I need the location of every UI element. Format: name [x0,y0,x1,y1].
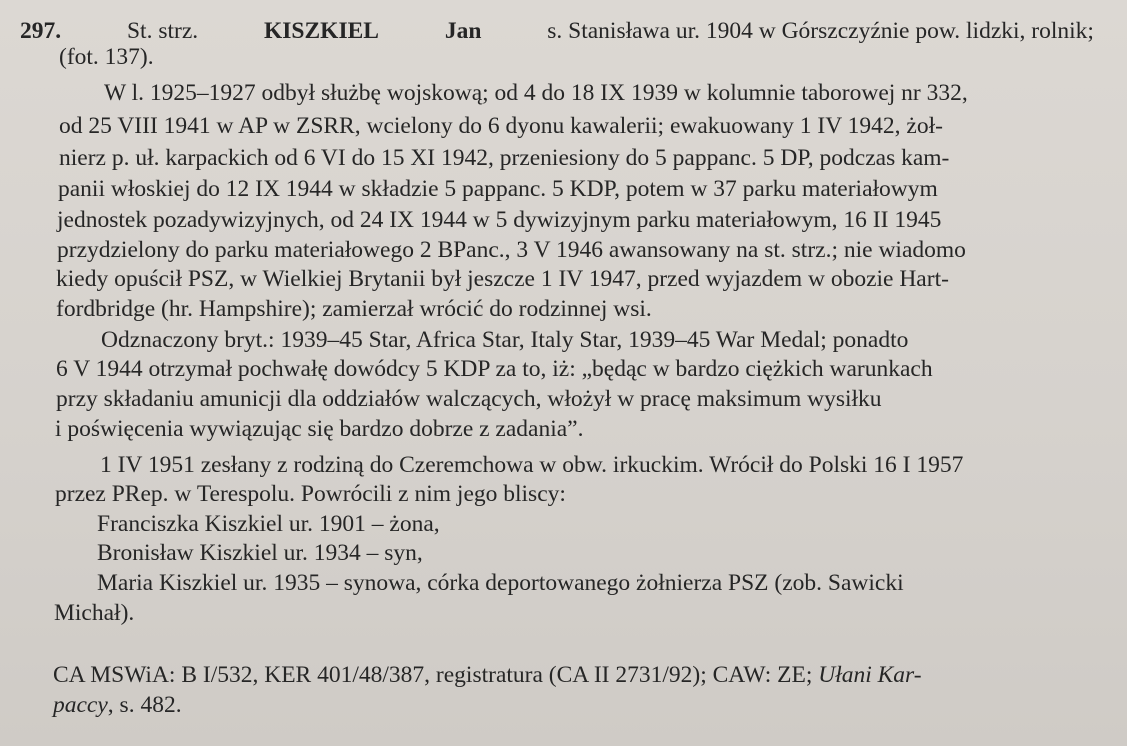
sources-page: , s. 482. [107,692,182,718]
service-line-6: przydzielony do parku materiałowego 2 BPanc., 3 V 1946 awansowany na st. strz.; nie wiadomo [57,237,966,263]
sources-archives: CA MSWiA: B I/532, KER 401/48/387, registratura (CA II 2731/92); CAW: ZE; [53,662,813,688]
awards-line-2: 6 V 1944 otrzymał pochwałę dowódcy 5 KDP za to, iż: „będąc w bardzo ciężkich warunkach [56,356,933,382]
entry-number: 297. [20,18,62,44]
exile-line-1: 1 IV 1951 zesłany z rodziną do Czeremchowa w obw. irkuckim. Wrócił do Polski 16 I 1957 [100,452,964,478]
exile-line-2: przez PRep. w Terespolu. Powrócili z nim jego bliscy: [55,481,566,507]
rank: St. strz. [126,18,199,44]
relative-3-cont: Michał). [54,600,135,626]
relative-2: Bronisław Kiszkiel ur. 1934 – syn, [97,540,423,566]
header-details: s. Stanisława ur. 1904 w Górszczyźnie pow. lidzki, rolnik; [547,18,1094,44]
sources-line-2 [53,692,182,718]
awards-line-1: Odznaczony bryt.: 1939–45 Star, Africa Star, Italy Star, 1939–45 War Medal; ponadto [101,327,909,353]
relative-3: Maria Kiszkiel ur. 1935 – synowa, córka deportowanego żołnierza PSZ (zob. Sawicki [97,570,904,596]
service-line-4: panii włoskiej do 12 IX 1944 w składzie 5 pappanc. 5 KDP, potem w 37 parku materiałowym [58,176,938,202]
service-line-5: jednostek pozadywizyjnych, od 24 IX 1944 w 5 dywizyjnym parku materiałowym, 16 II 1945 [57,207,942,233]
surname: KISZKIEL [264,18,379,44]
sources-book-title-cont: paccy [53,692,108,718]
service-line-3: nierz p. uł. karpackich od 6 VI do 15 XI 1942, przeniesiony do 5 pappanc. 5 DP, podczas kam- [59,145,950,171]
service-line-7: kiedy opuścił PSZ, w Wielkiej Brytanii był jeszcze 1 IV 1947, przed wyjazdem w obozie Hart- [56,266,949,292]
awards-line-3: przy składaniu amunicji dla oddziałów walczących, włożył w pracę maksimum wysiłku [56,386,882,412]
entry-header-line [20,18,1094,44]
service-line-8: fordbridge (hr. Hampshire); zamierzał wrócić do rodzinnej wsi. [56,296,652,322]
given-name: Jan [444,18,482,44]
sources-line-1 [53,662,922,688]
relative-1: Franciszka Kiszkiel ur. 1901 – żona, [97,511,440,537]
service-line-1: W l. 1925–1927 odbył służbę wojskową; od 4 do 18 IX 1939 w kolumnie taborowej nr 332, [104,80,968,106]
service-line-2: od 25 VIII 1941 w AP w ZSRR, wcielony do 6 dyonu kawalerii; ewakuowany 1 IV 1942, żoł- [59,113,943,139]
awards-line-4: i poświęcenia wywiązując się bardzo dobrze z zadania”. [55,416,584,442]
entry-header-cont: (fot. 137). [59,44,154,70]
sources-book-title: Ułani Kar- [818,662,922,688]
